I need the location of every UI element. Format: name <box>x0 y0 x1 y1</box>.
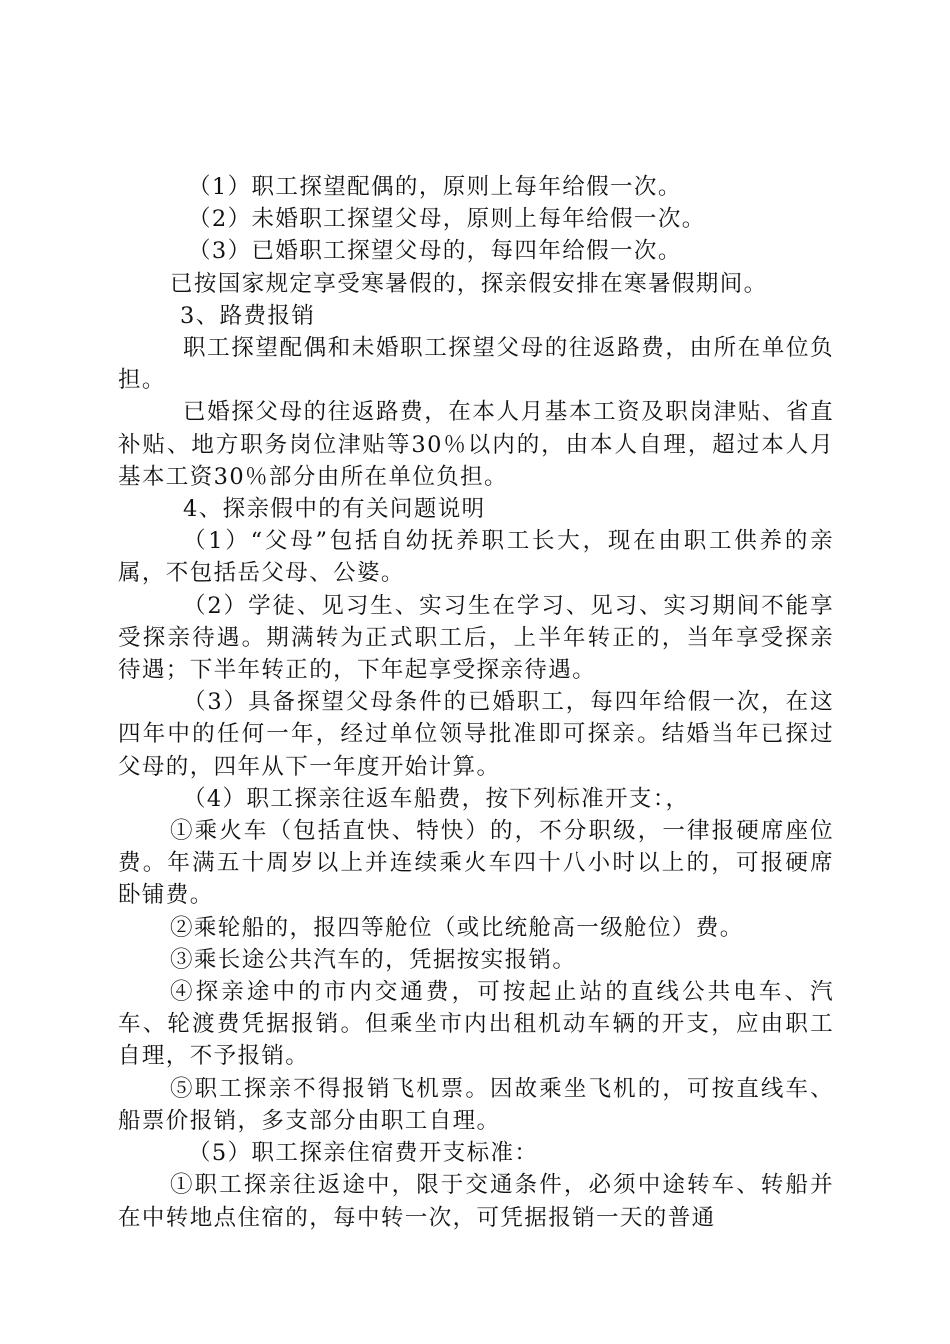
paragraph-married-parents-visit: （3）已婚职工探望父母的，每四年给假一次。 <box>188 238 682 265</box>
document-page <box>118 171 834 1234</box>
section-heading-travel-reimbursement: 3、路费报销 <box>180 302 316 329</box>
paragraph-unmarried-parents-visit: （2）未婚职工探望父母，原则上每年给假一次。 <box>188 206 706 233</box>
paragraph-city-transport: ④探亲途中的市内交通费，可按起止站的直线公共电车、汽车、轮渡费凭据报销。但乘坐市内出租机动车辆的开支，应由职工自理，不予报销。 <box>118 979 834 1070</box>
paragraph-transport-standard: （4）职工探亲往返车船费，按下列标准开支：， <box>183 785 690 812</box>
paragraph-apprentice-trainee: （2）学徒、见习生、实习生在学习、见习、实习期间不能享受探亲待遇。期满转为正式职工后，上半年转正的，当年享受探亲待遇；下半年转正的，下年起享受探亲待遇。 <box>118 592 834 684</box>
paragraph-winter-summer-vacation: 已按国家规定享受寒暑假的，探亲假安排在寒暑假期间。 <box>170 270 768 297</box>
section-heading-related-issues: 4、探亲假中的有关问题说明 <box>183 496 486 523</box>
paragraph-ship-fare: ②乘轮船的，报四等舱位（或比统舱高一级舱位）费。 <box>170 914 744 941</box>
paragraph-spouse-visit: （1）职工探望配偶的，原则上每年给假一次。 <box>188 174 682 200</box>
paragraph-travel-cost-employer: 职工探望配偶和未婚职工探望父母的往返路费，由所在单位负担。 <box>118 335 834 394</box>
paragraph-four-year-rule: （3）具备探望父母条件的已婚职工，每四年给假一次，在这四年中的任何一年，经过单位领导批准即可探亲。结婚当年已探过父母的，四年从下一年度开始计算。 <box>118 689 834 780</box>
paragraph-definition-parents: （1）“父母”包括自幼抚养职工长大，现在由职工供养的亲属，不包括岳父母、公婆。 <box>118 528 834 587</box>
paragraph-transfer-lodging: ①职工探亲往返途中，限于交通条件，必须中途转车、转船并在中转地点住宿的，每中转一次，可凭据报销一天的普通 <box>118 1172 834 1231</box>
paragraph-train-fare: ①乘火车（包括直快、特快）的，不分职级，一律报硬席座位费。年满五十周岁以上并连续乘火车四十八小时以上的，可报硬席卧铺费。 <box>118 818 834 909</box>
paragraph-bus-fare: ③乘长途公共汽车的，凭据按实报销。 <box>170 946 577 973</box>
paragraph-travel-cost-married: 已婚探父母的往返路费，在本人月基本工资及职岗津贴、省直补贴、地方职务岗位津贴等30％以内的，由本人自理，超过本人月基本工资30％部分由所在单位负担。 <box>118 399 834 490</box>
paragraph-air-ticket: ⑤职工探亲不得报销飞机票。因故乘坐飞机的，可按直线车、船票价报销，多支部分由职工自理。 <box>118 1075 834 1134</box>
paragraph-lodging-standard: （5）职工探亲住宿费开支标准： <box>188 1140 539 1167</box>
